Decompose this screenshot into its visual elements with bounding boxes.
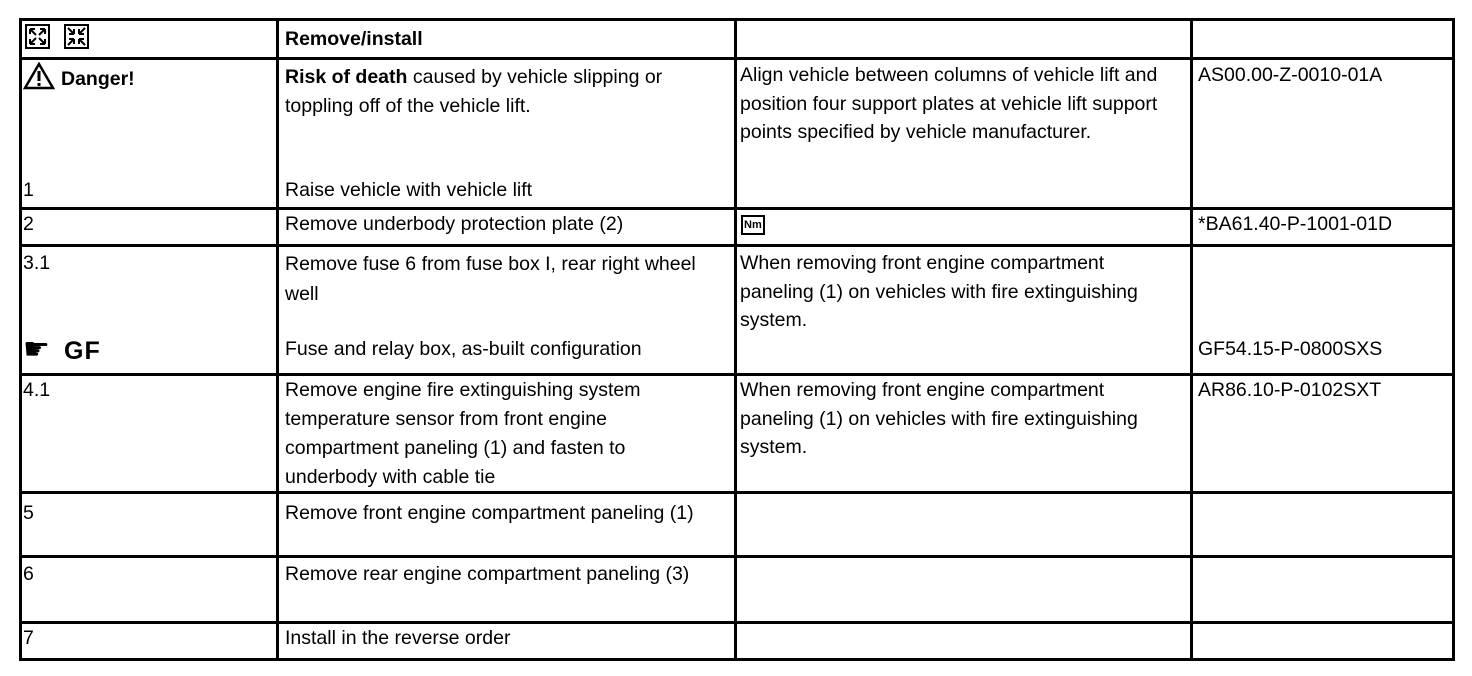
table-border-right	[1452, 18, 1455, 661]
table-border-bottom	[19, 658, 1455, 661]
column-divider	[276, 18, 279, 661]
step-number: 7	[23, 627, 34, 649]
table-border-left	[19, 18, 22, 661]
risk-warning-text	[285, 63, 725, 121]
step-action: Remove front engine compartment paneling (1)	[285, 502, 694, 524]
collapse-icon[interactable]	[64, 24, 89, 49]
table-border-top	[19, 18, 1455, 21]
step-number: 6	[23, 563, 34, 585]
row-divider	[19, 491, 1455, 494]
step-action: Install in the reverse order	[285, 627, 511, 649]
row-divider	[19, 621, 1455, 624]
step-note: When removing front engine compartment paneling (1) on vehicles with fire extinguishing system.	[740, 252, 1138, 331]
sub-action: Fuse and relay box, as-built configuration	[285, 338, 642, 360]
step-number: 5	[23, 502, 34, 524]
column-divider	[734, 18, 737, 661]
row-divider	[19, 57, 1455, 60]
step-action: Raise vehicle with vehicle lift	[285, 179, 533, 201]
procedure-table	[19, 18, 1455, 661]
step-reference[interactable]: GF54.15-P-0800SXS	[1198, 338, 1383, 360]
table-title: Remove/install	[285, 28, 423, 50]
step-action: Remove underbody protection plate (2)	[285, 213, 624, 235]
step-number: 3.1	[23, 252, 51, 274]
row-divider	[19, 244, 1455, 247]
step-action: Remove rear engine compartment paneling (3)	[285, 563, 690, 585]
step-action: Remove fuse 6 from fuse box I, rear right wheel well	[285, 253, 696, 305]
step-action: Remove engine fire extinguishing system temperature sensor from front engine compartment paneling (1) and fasten to underbody with cable tie	[285, 379, 641, 488]
step-reference[interactable]: *BA61.40-P-1001-01D	[1198, 213, 1393, 235]
step-note: Align vehicle between columns of vehicle lift and position four support plates at vehicle lift support points specified by vehicle manufacturer.	[740, 64, 1158, 143]
warning-triangle-icon	[23, 62, 55, 90]
column-divider	[1190, 18, 1193, 661]
pointing-hand-icon: ☛	[23, 333, 50, 366]
step-number: 4.1	[23, 379, 51, 401]
step-note: When removing front engine compartment paneling (1) on vehicles with fire extinguishing system.	[740, 379, 1138, 458]
step-reference[interactable]: AR86.10-P-0102SXT	[1198, 379, 1382, 401]
step-reference[interactable]: AS00.00-Z-0010-01A	[1198, 64, 1383, 86]
step-number: 1	[23, 179, 34, 201]
risk-bold: Risk of death	[285, 66, 408, 88]
gf-label: GF	[64, 337, 101, 365]
expand-icon[interactable]	[25, 24, 50, 49]
risk-text: caused by vehicle slipping or toppling off of the vehicle lift.	[285, 66, 663, 117]
danger-label: Danger!	[61, 68, 135, 90]
torque-nm-icon[interactable]: Nm	[741, 215, 765, 235]
step-number: 2	[23, 213, 34, 235]
row-divider	[19, 555, 1455, 558]
